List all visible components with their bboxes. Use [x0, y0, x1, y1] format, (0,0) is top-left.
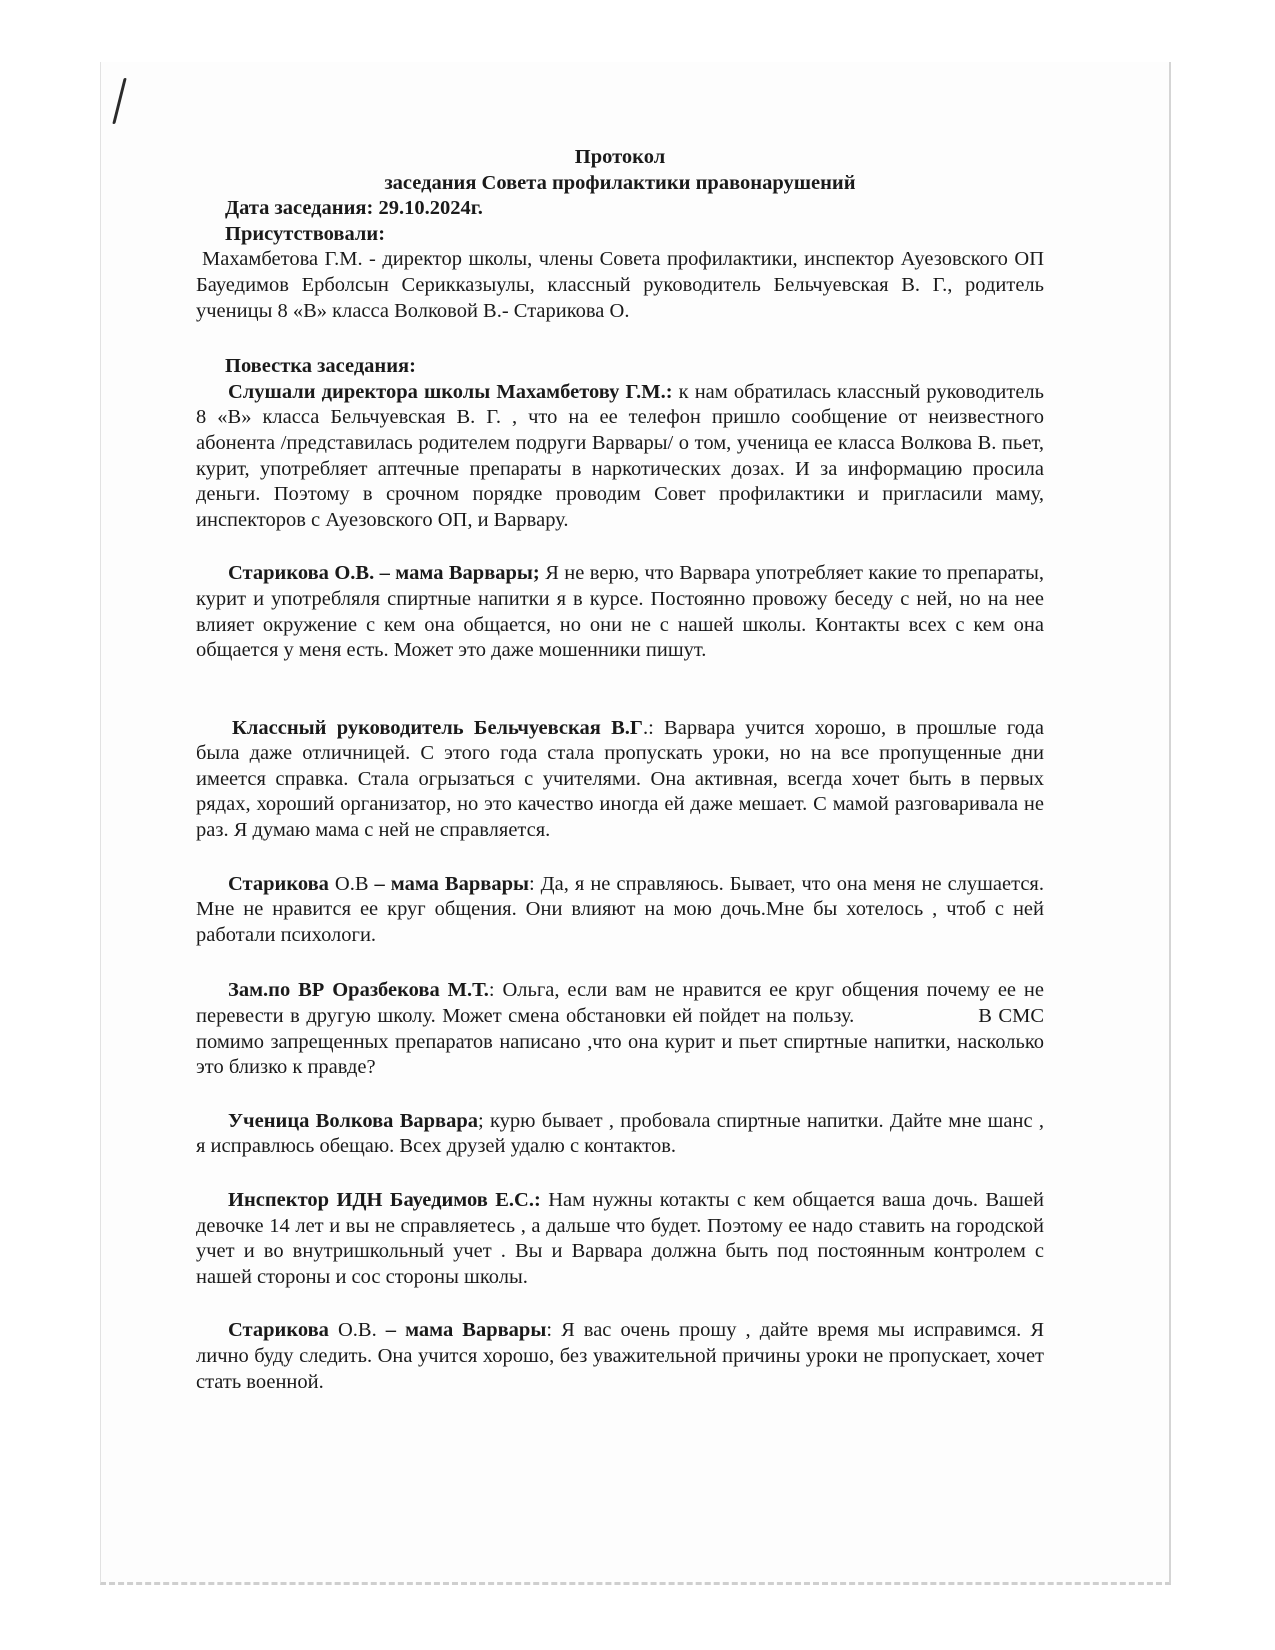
speaker-initials: О.В.	[328, 1319, 386, 1342]
speech-text: ; курю бывает , пробовала спиртные напитки. Дайте мне шанс , я исправлюсь обещаю. Всех друзей удалю с контактов.	[196, 1109, 1044, 1158]
speech-mother-1	[196, 561, 1044, 663]
protocol-document	[196, 145, 1050, 1395]
document-subtitle: заседания Совета профилактики правонарушений	[384, 171, 856, 194]
speaker-name: Ученица Волкова Варвара	[228, 1109, 479, 1132]
speaker-name: Старикова	[228, 872, 329, 895]
speech-text: Нам нужны котакты с кем общается ваша дочь. Вашей девочке 14 лет и вы не справляетесь , а дальше что будет. Поэтому ее надо ставить на городской учет и во внутришкольный учет . Вы и Варвара должна быть под постоянным контролем с нашей стороны и сос стороны школы.	[196, 1189, 1044, 1288]
speech-text: : Ольга, если вам не нравится ее круг общения почему ее не перевести в другую школу. Может смена обстановки ей пойдет на пользу. В СМС помимо запрещенных препаратов написано ,что она курит и пьет спиртные напитки, насколько это близко к правде?	[196, 979, 1050, 1079]
speaker-name: Инспектор ИДН Бауедимов Е.С.:	[228, 1189, 541, 1211]
speaker-role: – мама Варвары	[374, 872, 529, 895]
speech-director	[196, 380, 1044, 534]
present-list: Махамбетова Г.М. - директор школы, члены Совета профилактики, инспектор Ауезовского ОП Бауедимов Ерболсын Серикказыулы, классный руководитель Бельчуевская В. Г., родитель ученицы 8 «В» класса Волковой В.- Старикова О.	[196, 248, 1044, 322]
present-label: Присутствовали:	[225, 222, 386, 245]
speaker-name: Старикова	[228, 1319, 329, 1342]
speech-class-teacher	[196, 716, 1044, 844]
speech-text: Я не верю, что Варвара употребляет какие то препараты, курит и употребляля спиртные напитки я в курсе. Постоянно провожу беседу с ней, но на нее влияет окружение с кем она общается, но они не с нашей школы. Контакты всех с кем она общается у меня есть. Может это даже мошенники пишут.	[196, 562, 1044, 662]
speech-deputy	[196, 978, 1050, 1080]
speech-text: : Да, я не справляюсь. Бывает, что она меня не слушается. Мне не нравится ее круг общения. Они влияют на мою дочь.Мне бы хотелось , чтоб с ней работали психологи.	[196, 872, 1044, 946]
speech-text: : Я вас очень прошу , дайте время мы исправимся. Я лично буду следить. Она учится хорошо, без уважительной причины уроки не пропускает, хочет стать военной.	[196, 1319, 1044, 1393]
speech-text: .: Варвара учится хорошо, в прошлые года была даже отличницей. С этого года стала пропускать уроки, но на все пропущенные дни имеется справка. Стала огрызаться с учителями. Она активная, всегда хочет быть в первых рядах, хороший организатор, но это качество иногда ей даже мешает. С мамой разговаривала не раз. Я думаю мама с ней не справляется.	[196, 716, 1044, 842]
agenda-label: Повестка заседания:	[225, 355, 416, 378]
speaker-name: Зам.по ВР Оразбекова М.Т.	[228, 979, 489, 1002]
speech-text: к нам обратилась классный руководитель 8 «В» класса Бельчуевская В. Г. , что на ее телефон пришло сообщение от неизвестного абонента /представилась родителем подруги Варвары/ о том, ученица ее класса Волкова В. пьет, курит, употребляет аптечные препараты в наркотических дозах. И за информацию просила деньги. Поэтому в срочном порядке проводим Совет профилактики и пригласили маму, инспекторов с Ауезовского ОП, и Варвару.	[196, 380, 1044, 531]
speech-student	[196, 1109, 1044, 1160]
speaker-name: Старикова О.В. – мама Варвары;	[228, 562, 540, 585]
speaker-initials: О.В	[328, 872, 375, 895]
meeting-date: Дата заседания: 29.10.2024г.	[225, 197, 483, 220]
speaker-name: Классный руководитель Бельчуевская В.Г	[232, 716, 643, 739]
speech-inspector	[196, 1188, 1044, 1290]
speech-mother-2	[196, 872, 1044, 949]
document-title: Протокол	[574, 146, 666, 168]
speaker-name: Слушали директора школы Махамбетову Г.М.:	[228, 380, 673, 403]
speaker-role: – мама Варвары	[385, 1319, 547, 1342]
speech-mother-3	[196, 1318, 1044, 1395]
